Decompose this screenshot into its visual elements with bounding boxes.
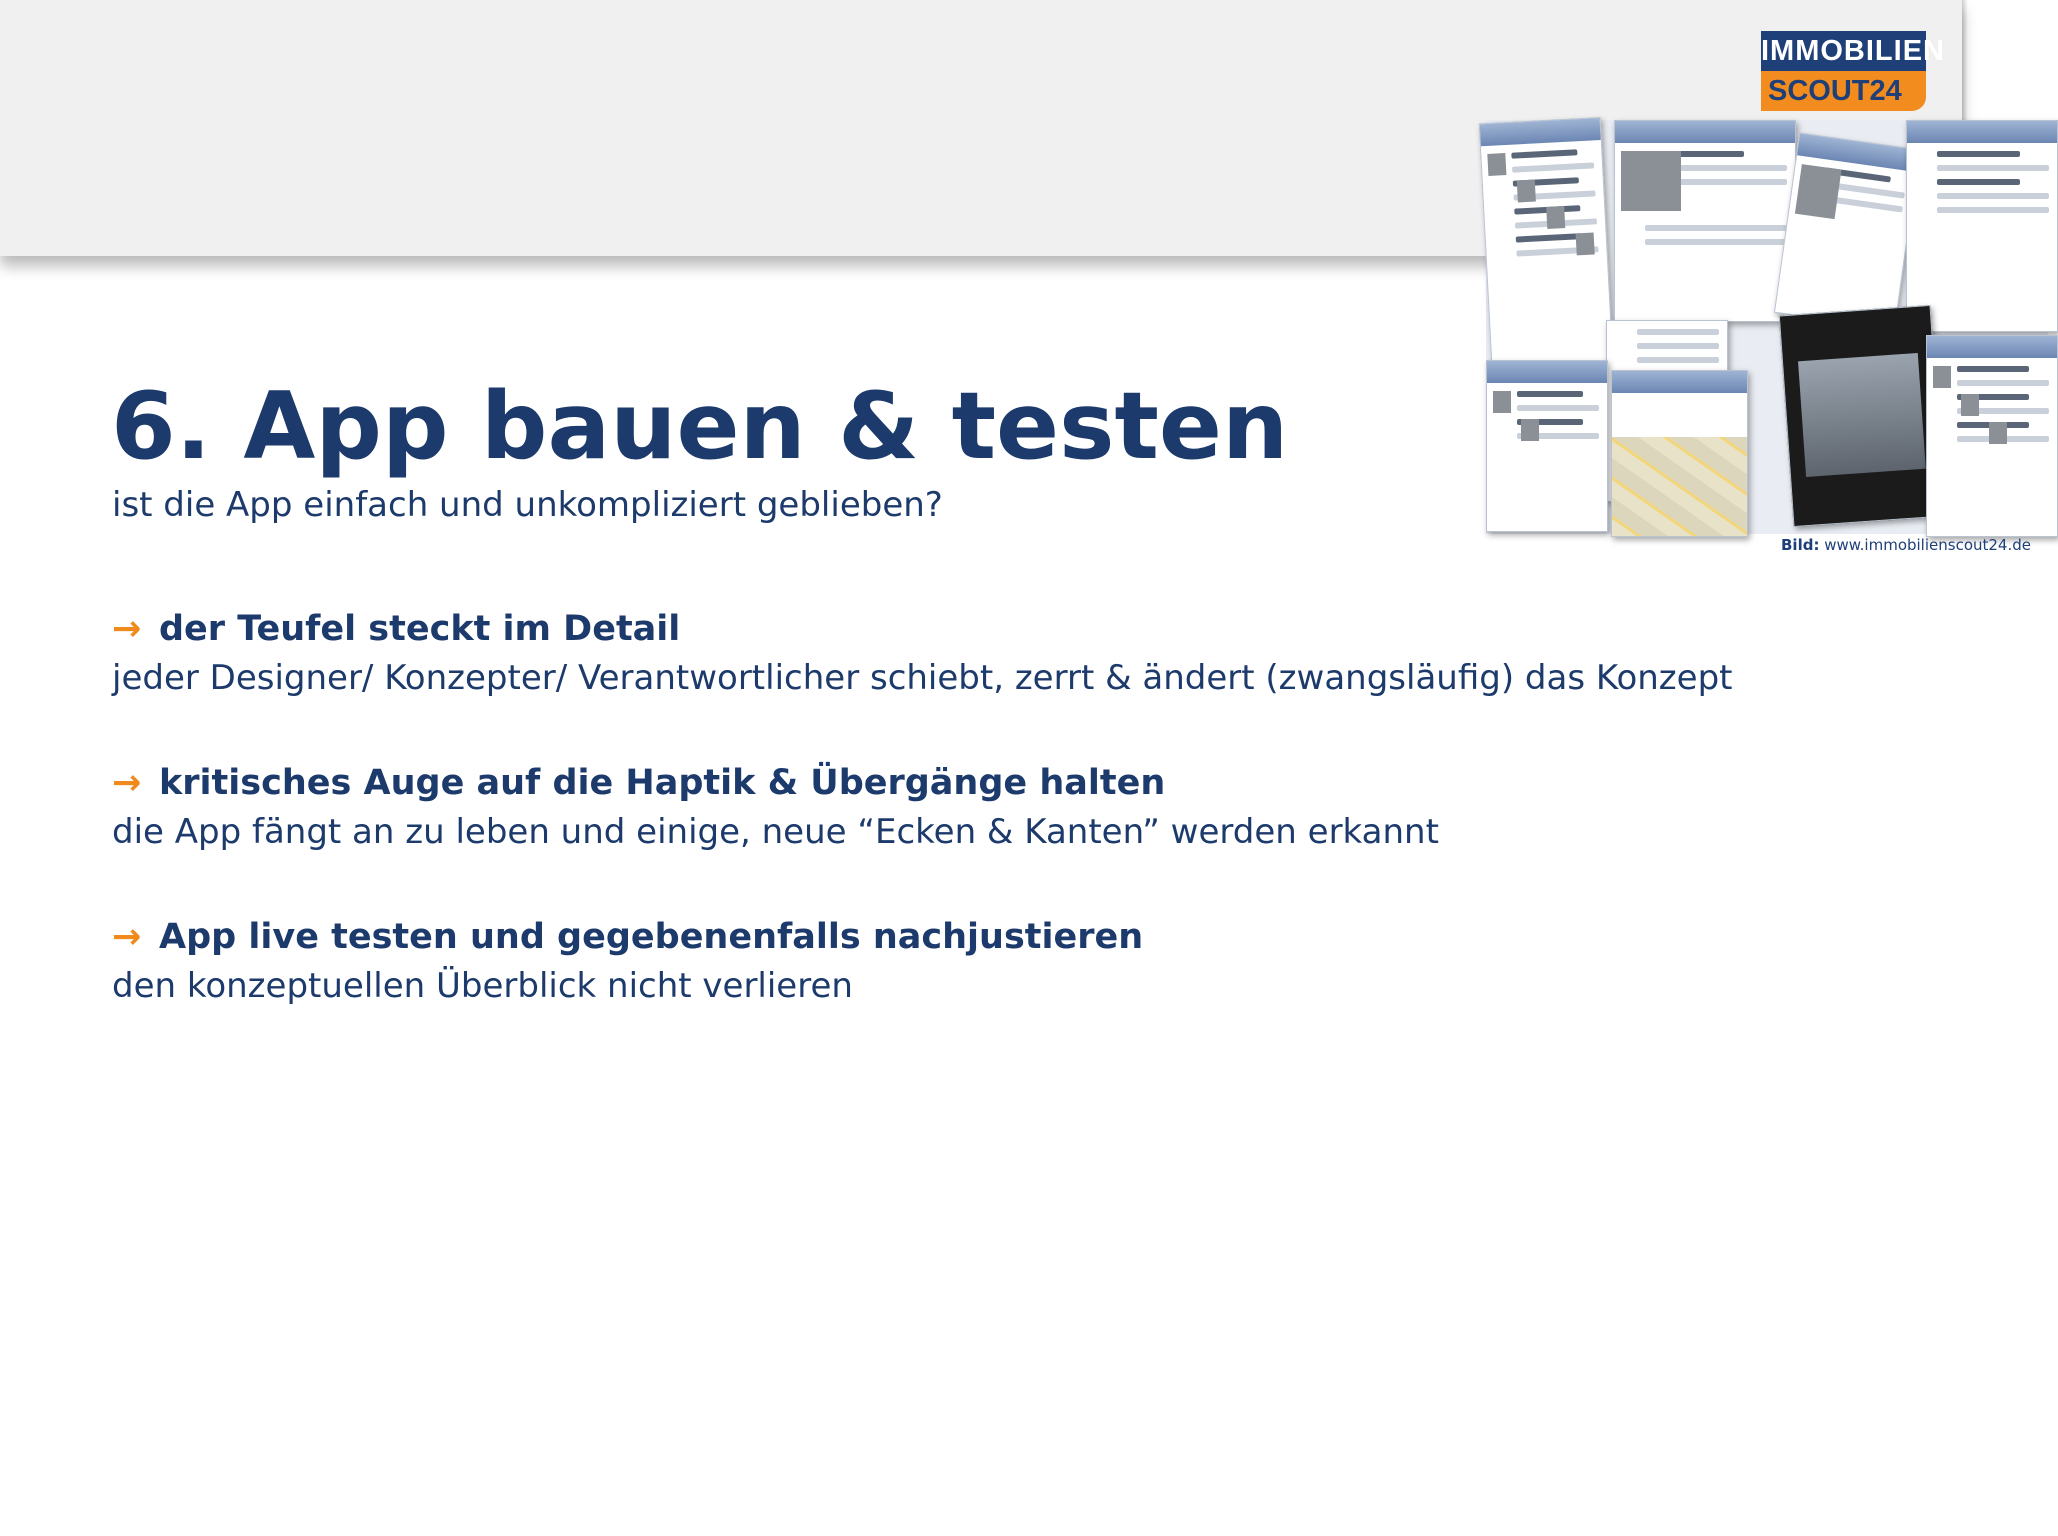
image-credit [1781, 536, 2031, 554]
bullet-heading [112, 916, 1143, 958]
app-screen-contact [1906, 120, 2058, 332]
app-screen-notepad [1486, 360, 1608, 532]
bullet-body: die App fängt an zu leben und einige, neue “Ecken & Kanten” werden erkannt [112, 812, 1439, 852]
immobilienscout24-logo [1761, 31, 1945, 111]
bullet-point [112, 762, 1439, 853]
image-credit-label: Bild: [1781, 536, 1820, 554]
image-credit-url: www.immobilienscout24.de [1824, 536, 2031, 554]
slide-title: 6. App bauen & testen [111, 372, 1289, 480]
arrow-right-icon: → [112, 609, 142, 649]
app-screen-details [1614, 120, 1796, 322]
app-screen-photo-viewer [1779, 305, 1945, 527]
app-screen-appointments [1926, 335, 2058, 537]
app-screen-details-rotated [1774, 132, 1920, 329]
bullet-heading [112, 762, 1439, 804]
logo-line-1: IMMOBILIEN [1761, 31, 1926, 71]
bullet-point [112, 916, 1143, 1007]
bullet-body: jeder Designer/ Konzepter/ Verantwortlicher schiebt, zerrt & ändert (zwangsläufig) das Konzept [112, 658, 1733, 698]
logo-line-2: SCOUT24 [1761, 71, 1926, 111]
bullet-heading-text: kritisches Auge auf die Haptik & Übergänge halten [159, 763, 1166, 803]
bullet-point [112, 608, 1732, 699]
bullet-heading-text: der Teufel steckt im Detail [159, 609, 681, 649]
bullet-body: den konzeptuellen Überblick nicht verlieren [112, 966, 853, 1006]
bullet-heading-text: App live testen und gegebenenfalls nachjustieren [159, 917, 1144, 957]
arrow-right-icon: → [112, 917, 142, 957]
slide-subtitle: ist die App einfach und unkompliziert geblieben? [112, 485, 943, 525]
arrow-right-icon: → [112, 763, 142, 803]
app-screenshot-collage [1486, 120, 2048, 534]
app-screen-map [1611, 370, 1748, 537]
bullet-heading [112, 608, 1732, 650]
